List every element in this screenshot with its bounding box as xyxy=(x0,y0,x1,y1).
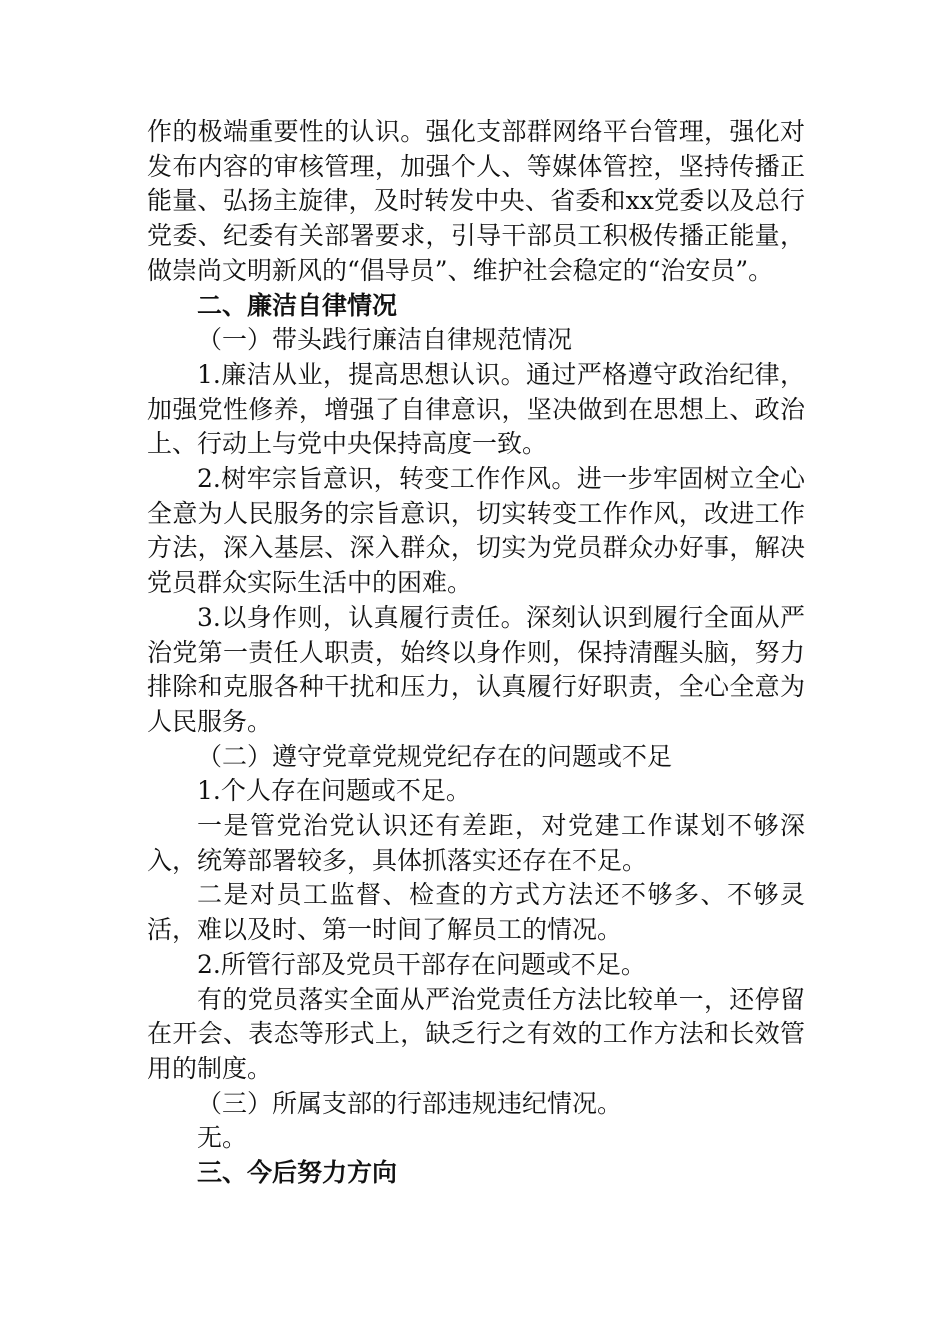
paragraph-none: 无。 xyxy=(197,1123,248,1153)
paragraph-item-3: 3.以身作则，认真履行责任。深刻认识到履行全面从严治党第一责任人职责，始终以身作则，保持清醒头脑，努力排除和克服各种干扰和压力，认真履行好职责，全心全意为人民服务。 xyxy=(147,602,805,736)
document-page xyxy=(147,115,805,1191)
subsection-heading-3: （三）所属支部的行部违规违纪情况。 xyxy=(197,1088,623,1118)
subsection-heading-2: （二）遵守党章党规党纪存在的问题或不足 xyxy=(197,741,673,771)
section-heading-future: 三、今后努力方向 xyxy=(197,1158,398,1188)
paragraph-issue-one: 一是管党治党认识还有差距，对党建工作谋划不够深入，统筹部署较多，具体抓落实还存在不足。 xyxy=(147,811,805,875)
paragraph-item-1: 1.廉洁从业，提高思想认识。通过严格遵守政治纪律，加强党性修养，增强了自律意识，坚决做到在思想上、政治上、行动上与党中央保持高度一致。 xyxy=(147,359,805,459)
paragraph-item-2: 2.树牢宗旨意识，转变工作作风。进一步牢固树立全心全意为人民服务的宗旨意识，切实转变工作作风，改进工作方法，深入基层、深入群众，切实为党员群众办好事，解决党员群众实际生活中的困难。 xyxy=(147,464,805,598)
paragraph-department-detail: 有的党员落实全面从严治党责任方法比较单一，还停留在开会、表态等形式上，缺乏行之有效的工作方法和长效管用的制度。 xyxy=(147,984,805,1083)
paragraph-issue-two: 二是对员工监督、检查的方式方法还不够多、不够灵活，难以及时、第一时间了解员工的情况。 xyxy=(147,880,805,945)
paragraph-department-issues: 2.所管行部及党员干部存在问题或不足。 xyxy=(197,949,646,979)
subsection-heading-1: （一）带头践行廉洁自律规范情况 xyxy=(197,325,573,355)
section-heading-integrity: 二、廉洁自律情况 xyxy=(197,290,398,320)
paragraph-personal-issues: 1.个人存在问题或不足。 xyxy=(197,776,471,806)
paragraph-continuation: 作的极端重要性的认识。强化支部群网络平台管理，强化对发布内容的审核管理，加强个人、等媒体管控，坚持传播正能量、弘扬主旋律，及时转发中央、省委和xx党委以及总行党委、纪委有关部署要求，引导干部员工积极传播正能量，做崇尚文明新风的“倡导员”、维护社会稳定的“治安员”。 xyxy=(147,117,805,285)
